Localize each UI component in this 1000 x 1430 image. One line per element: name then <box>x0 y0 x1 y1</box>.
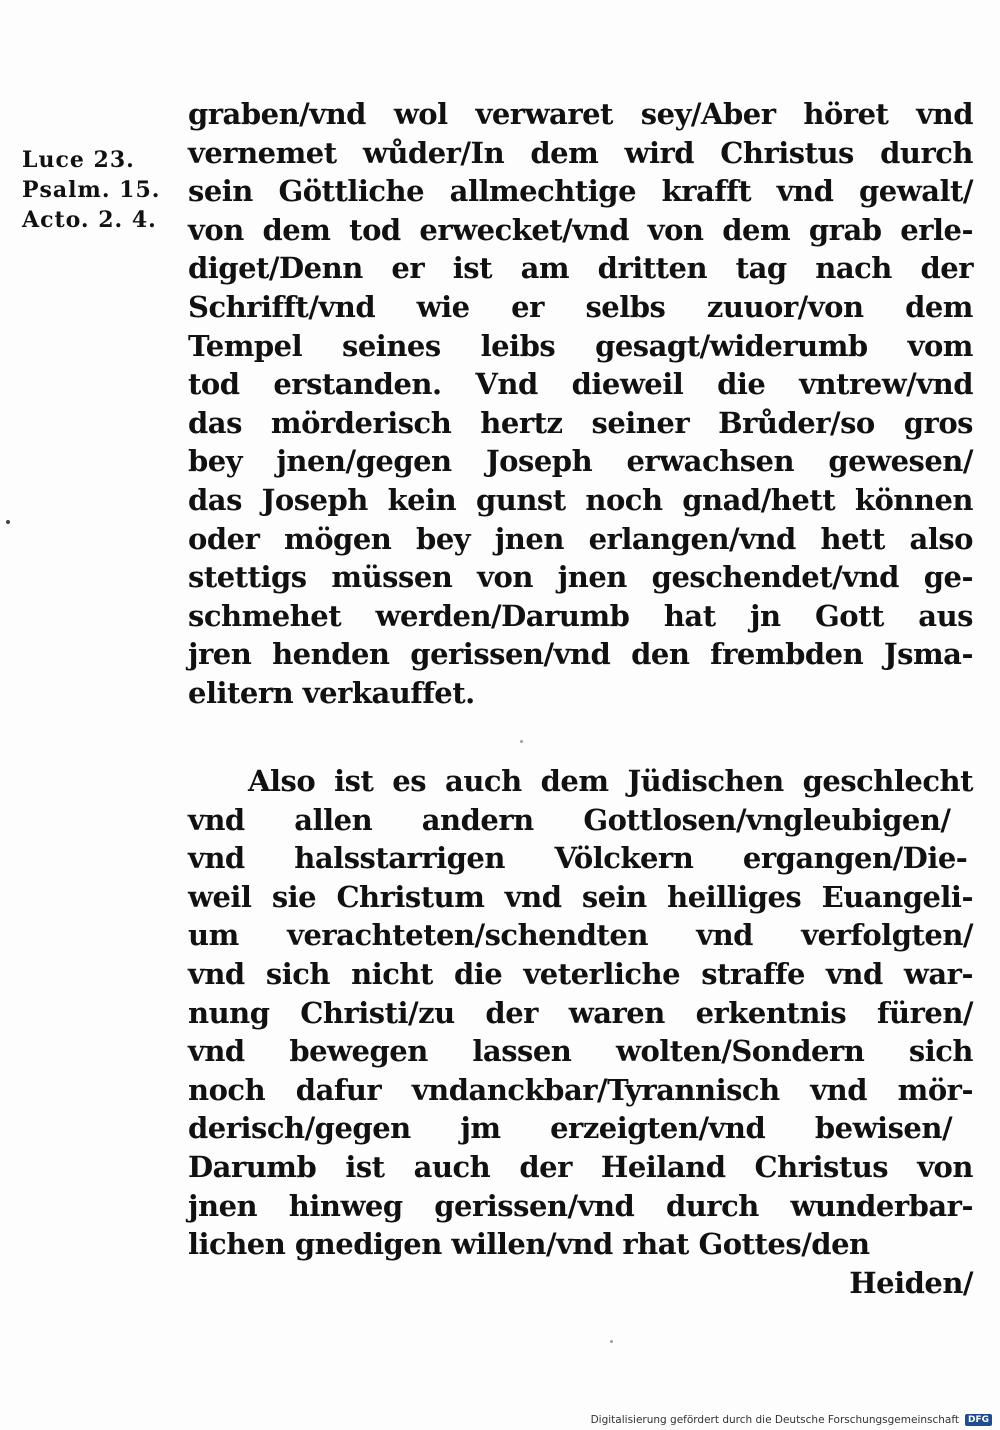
margin-notes <box>22 145 182 235</box>
text-line: um verachteten/schendten vnd verfolgten/ <box>188 918 973 953</box>
text-line: das Joseph kein gunst noch gnad/hett können <box>188 482 973 517</box>
footer-text: Digitalisierung gefördert durch die Deutsche Forschungsgemeinschaft <box>590 1414 959 1426</box>
text-line: elitern verkauffet. <box>188 675 475 710</box>
scan-speck <box>520 740 523 743</box>
text-line: Also ist es auch dem Jüdischen geschlecht <box>248 764 973 798</box>
text-line: jnen hinweg gerissen/vnd durch wunderbar- <box>188 1188 973 1223</box>
text-line: nung Christi/zu der waren erkentnis füren/ <box>188 995 973 1030</box>
footer <box>591 1414 992 1426</box>
margin-note: Acto. 2. 4. <box>22 207 157 233</box>
text-line: noch dafur vndanckbar/Tyrannisch vnd mör- <box>188 1072 973 1107</box>
dfg-logo: DFG <box>965 1414 992 1426</box>
paragraph-1 <box>188 95 973 713</box>
text-line: oder mögen bey jnen erlangen/vnd hett also <box>188 521 973 556</box>
text-line: Darumb ist auch der Heiland Christus von <box>188 1149 973 1184</box>
text-line: vnd halsstarrigen Völckern ergangen/Die- <box>188 841 968 876</box>
text-line: bey jnen/gegen Joseph erwachsen gewesen/ <box>188 444 973 479</box>
paragraph-2 <box>188 762 973 1302</box>
text-line: vnd bewegen lassen wolten/Sondern sich <box>188 1034 973 1069</box>
margin-note: Psalm. 15. <box>22 177 161 203</box>
scan-speck <box>6 520 10 524</box>
text-line: Tempel seines leibs gesagt/widerumb vom <box>188 328 973 363</box>
text-line: lichen gnedigen willen/vnd rhat Gottes/den <box>188 1227 870 1262</box>
text-line: vnd sich nicht die veterliche straffe vnd war- <box>188 956 973 991</box>
text-line: vnd allen andern Gottlosen/vngleubigen/ <box>188 802 951 837</box>
text-line: schmehet werden/Darumb hat jn Gott aus <box>188 598 973 633</box>
text-line: derisch/gegen jm erzeigten/vnd bewisen/ <box>188 1111 953 1146</box>
text-line: tod erstanden. Vnd dieweil die vntrew/vnd <box>188 367 973 402</box>
margin-note: Luce 23. <box>22 147 135 173</box>
scan-speck <box>610 1340 613 1343</box>
text-line: von dem tod erwecket/vnd von dem grab erle- <box>188 212 973 247</box>
text-line: stettigs müssen von jnen geschendet/vnd ge- <box>188 560 973 595</box>
text-line: weil sie Christum vnd sein heilliges Euangeli- <box>188 879 973 914</box>
text-line: diget/Denn er ist am dritten tag nach der <box>188 251 973 286</box>
text-line: Schrifft/vnd wie er selbs zuuor/von dem <box>188 289 973 324</box>
text-line: das mörderisch hertz seiner Brůder/so gros <box>188 405 973 440</box>
text-line: sein Göttliche allmechtige krafft vnd gewalt/ <box>188 174 973 209</box>
text-line: graben/vnd wol verwaret sey/Aber höret vnd <box>188 97 973 131</box>
text-line: jren henden gerissen/vnd den frembden Jsma- <box>188 637 973 672</box>
text-line: vernemet wůder/In dem wird Christus durch <box>188 135 973 170</box>
catchword: Heiden/ <box>849 1265 973 1300</box>
